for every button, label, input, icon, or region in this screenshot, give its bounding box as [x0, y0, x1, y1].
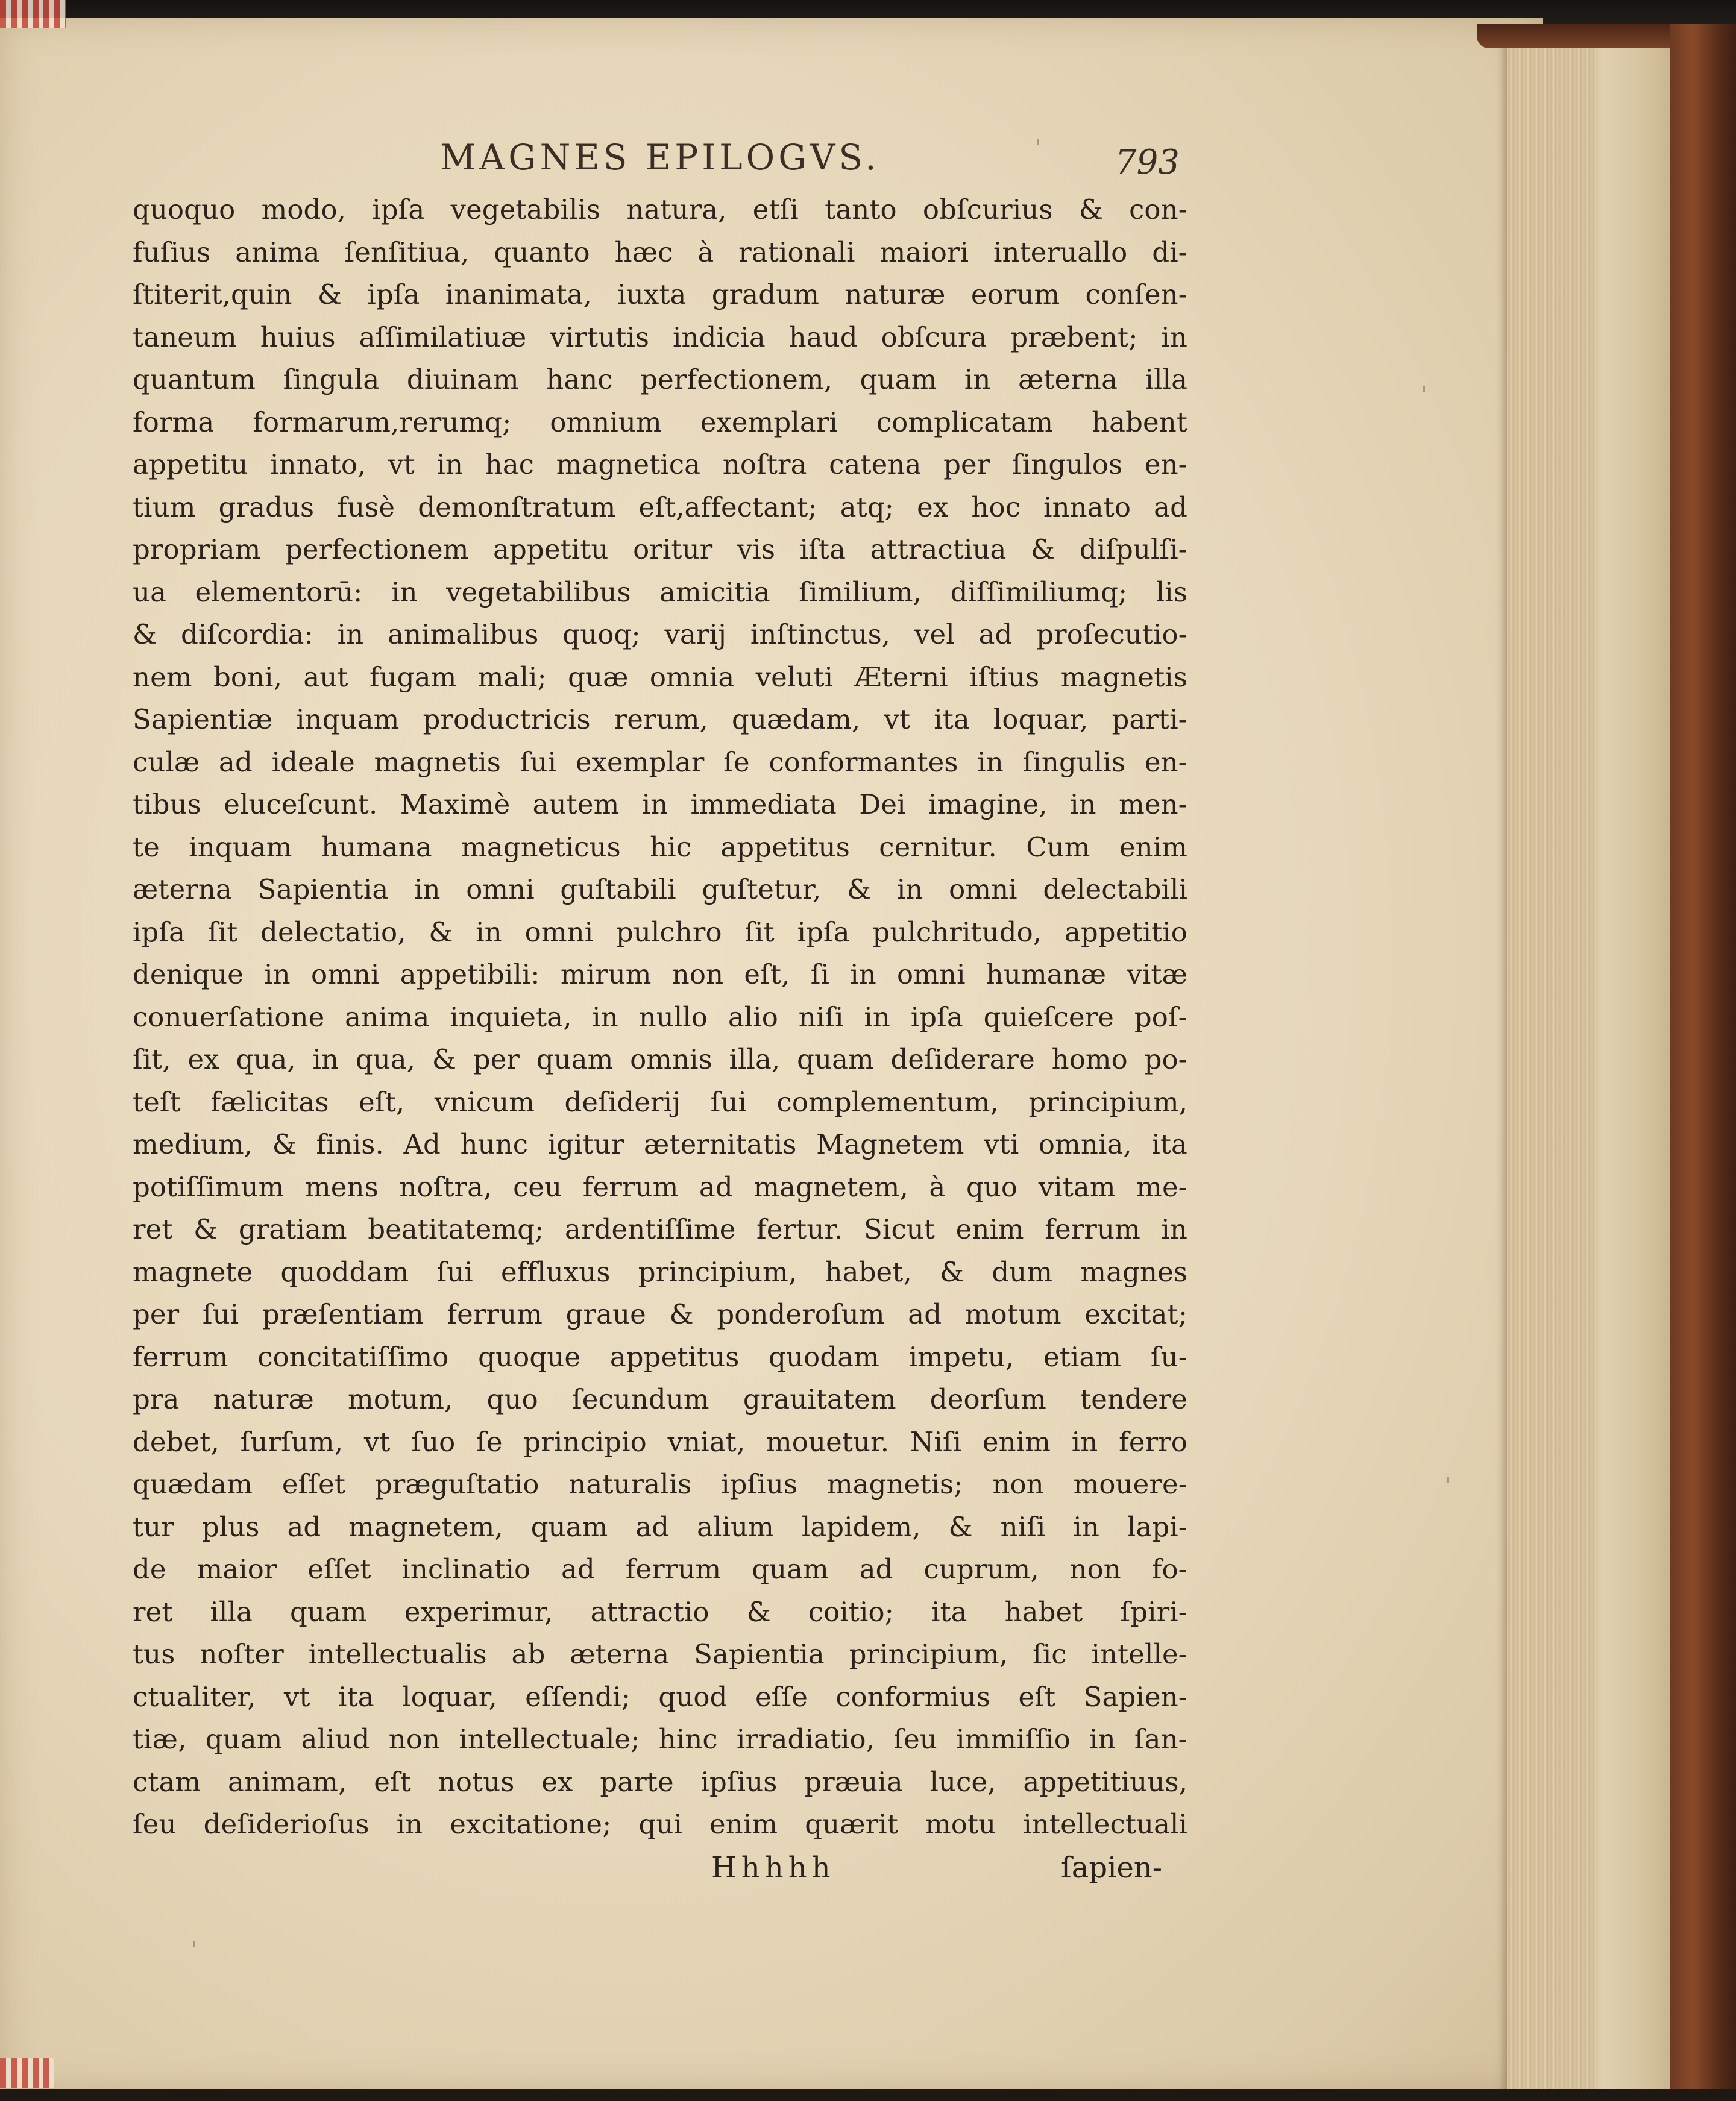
- printed-text-block: [133, 130, 1187, 1889]
- text-line: propriam perfectionem appetitu oritur vis iſta attractiua & diſpulſi-: [133, 533, 1187, 565]
- text-line: ctam animam, eſt notus ex parte ipſius præuia luce, appetitiuus,: [133, 1765, 1187, 1798]
- text-line: ſeu deſiderioſus in excitatione; qui enim quærit motu intellectuali: [133, 1808, 1187, 1840]
- text-line: pra naturæ motum, quo ſecundum grauitatem deorſum tendere: [133, 1383, 1187, 1415]
- paper-speck: [1447, 1477, 1449, 1483]
- bookmark-thread-top: [0, 0, 66, 28]
- text-line: magnete quoddam ſui effluxus principium, habet, & dum magnes: [133, 1255, 1187, 1288]
- text-line: fuſius anima ſenſitiua, quanto hæc à rationali maiori interuallo di-: [133, 236, 1187, 268]
- text-line: teſt fælicitas eſt, vnicum deſiderij ſui complementum, principium,: [133, 1085, 1187, 1118]
- scanner-backdrop-bottom: [0, 2089, 1736, 2101]
- text-line: medium, & finis. Ad hunc igitur æternitatis Magnetem vti omnia, ita: [133, 1128, 1187, 1160]
- text-line: tiæ, quam aliud non intellectuale; hinc irradiatio, ſeu immiſſio in ſan-: [133, 1723, 1187, 1755]
- text-line: tus noſter intellectualis ab æterna Sapientia principium, ſic intelle-: [133, 1638, 1187, 1670]
- text-line: æterna Sapientia in omni guſtabili guſtetur, & in omni delectabili: [133, 873, 1187, 905]
- paper-speck: [1423, 386, 1425, 392]
- text-line: per ſui præſentiam ferrum graue & ponderoſum ad motum excitat;: [133, 1298, 1187, 1330]
- text-line: ſtiterit,quin & ipſa inanimata, iuxta gradum naturæ eorum conſen-: [133, 278, 1187, 310]
- catchword: ſapien-: [1061, 1850, 1162, 1885]
- paper-speck: [193, 1941, 195, 1947]
- text-line: quantum ſingula diuinam hanc perfectionem, quam in æterna illa: [133, 363, 1187, 395]
- text-line: ferrum concitatiſſimo quoque appetitus quodam impetu, etiam ſu-: [133, 1340, 1187, 1373]
- leather-binding: [1670, 24, 1736, 2101]
- text-line: ret illa quam experimur, attractio & coitio; ita habet ſpiri-: [133, 1595, 1187, 1628]
- text-line: quoquo modo, ipſa vegetabilis natura, etſi tanto obſcurius & con-: [133, 193, 1187, 225]
- page-edges-stack: [1507, 36, 1597, 2101]
- running-head: [133, 130, 1187, 184]
- text-line: forma formarum,rerumq; omnium exemplari complicatam habent: [133, 406, 1187, 438]
- text-line: quædam eſſet præguſtatio naturalis ipſius magnetis; non mouere-: [133, 1468, 1187, 1500]
- text-line: conuerſatione anima inquieta, in nullo alio niſi in ipſa quieſcere poſ-: [133, 1000, 1187, 1033]
- text-line: ua elementorū: in vegetabilibus amicitia ſimilium, diſſimiliumq; lis: [133, 576, 1187, 608]
- text-line: taneum huius aſſimilatiuæ virtutis indicia haud obſcura præbent; in: [133, 321, 1187, 353]
- page-edge-shade: [1591, 36, 1676, 2101]
- text-line: & diſcordia: in animalibus quoq; varij inſtinctus, vel ad proſecutio-: [133, 618, 1187, 650]
- bookmark-thread-bottom: [0, 2058, 54, 2088]
- text-line: te inquam humana magneticus hic appetitus cernitur. Cum enim: [133, 831, 1187, 863]
- text-line: tur plus ad magnetem, quam ad alium lapidem, & niſi in lapi-: [133, 1510, 1187, 1543]
- text-line: denique in omni appetibili: mirum non eſt, ſi in omni humanæ vitæ: [133, 958, 1187, 990]
- text-line: Sapientiæ inquam productricis rerum, quædam, vt ita loquar, parti-: [133, 703, 1187, 735]
- text-line: ctualiter, vt ita loquar, eſſendi; quod eſſe conformius eſt Sapien-: [133, 1680, 1187, 1713]
- text-line: ipſa ſit delectatio, & in omni pulchro ſit ipſa pulchritudo, appetitio: [133, 915, 1187, 948]
- text-line: nem boni, aut fugam mali; quæ omnia veluti Æterni iſtius magnetis: [133, 661, 1187, 693]
- text-line: debet, ſurſum, vt ſuo ſe principio vniat, mouetur. Niſi enim in ferro: [133, 1425, 1187, 1458]
- text-line: ret & gratiam beatitatemq; ardentiſſime fertur. Sicut enim ferrum in: [133, 1213, 1187, 1245]
- page-footer: [133, 1846, 1187, 1889]
- text-line: tibus eluceſcunt. Maximè autem in immediata Dei imagine, in men-: [133, 788, 1187, 820]
- page-number: 793: [1115, 143, 1180, 182]
- text-line: culæ ad ideale magnetis ſui exemplar ſe conformantes in ſingulis en-: [133, 746, 1187, 778]
- body-text: [133, 189, 1187, 1846]
- signature-mark: Hhhhh: [711, 1850, 835, 1885]
- text-line: de maior eſſet inclinatio ad ferrum quam ad cuprum, non fo-: [133, 1553, 1187, 1585]
- text-line: ſit, ex qua, in qua, & per quam omnis illa, quam deſiderare homo po-: [133, 1043, 1187, 1075]
- text-line: appetitu innato, vt in hac magnetica noſtra catena per ſingulos en-: [133, 448, 1187, 480]
- running-head-title: MAGNES EPILOGVS.: [440, 137, 880, 178]
- text-line: potiſſimum mens noſtra, ceu ferrum ad magnetem, à quo vitam me-: [133, 1170, 1187, 1203]
- text-line: tium gradus fusè demonſtratum eſt,affectant; atq; ex hoc innato ad: [133, 491, 1187, 523]
